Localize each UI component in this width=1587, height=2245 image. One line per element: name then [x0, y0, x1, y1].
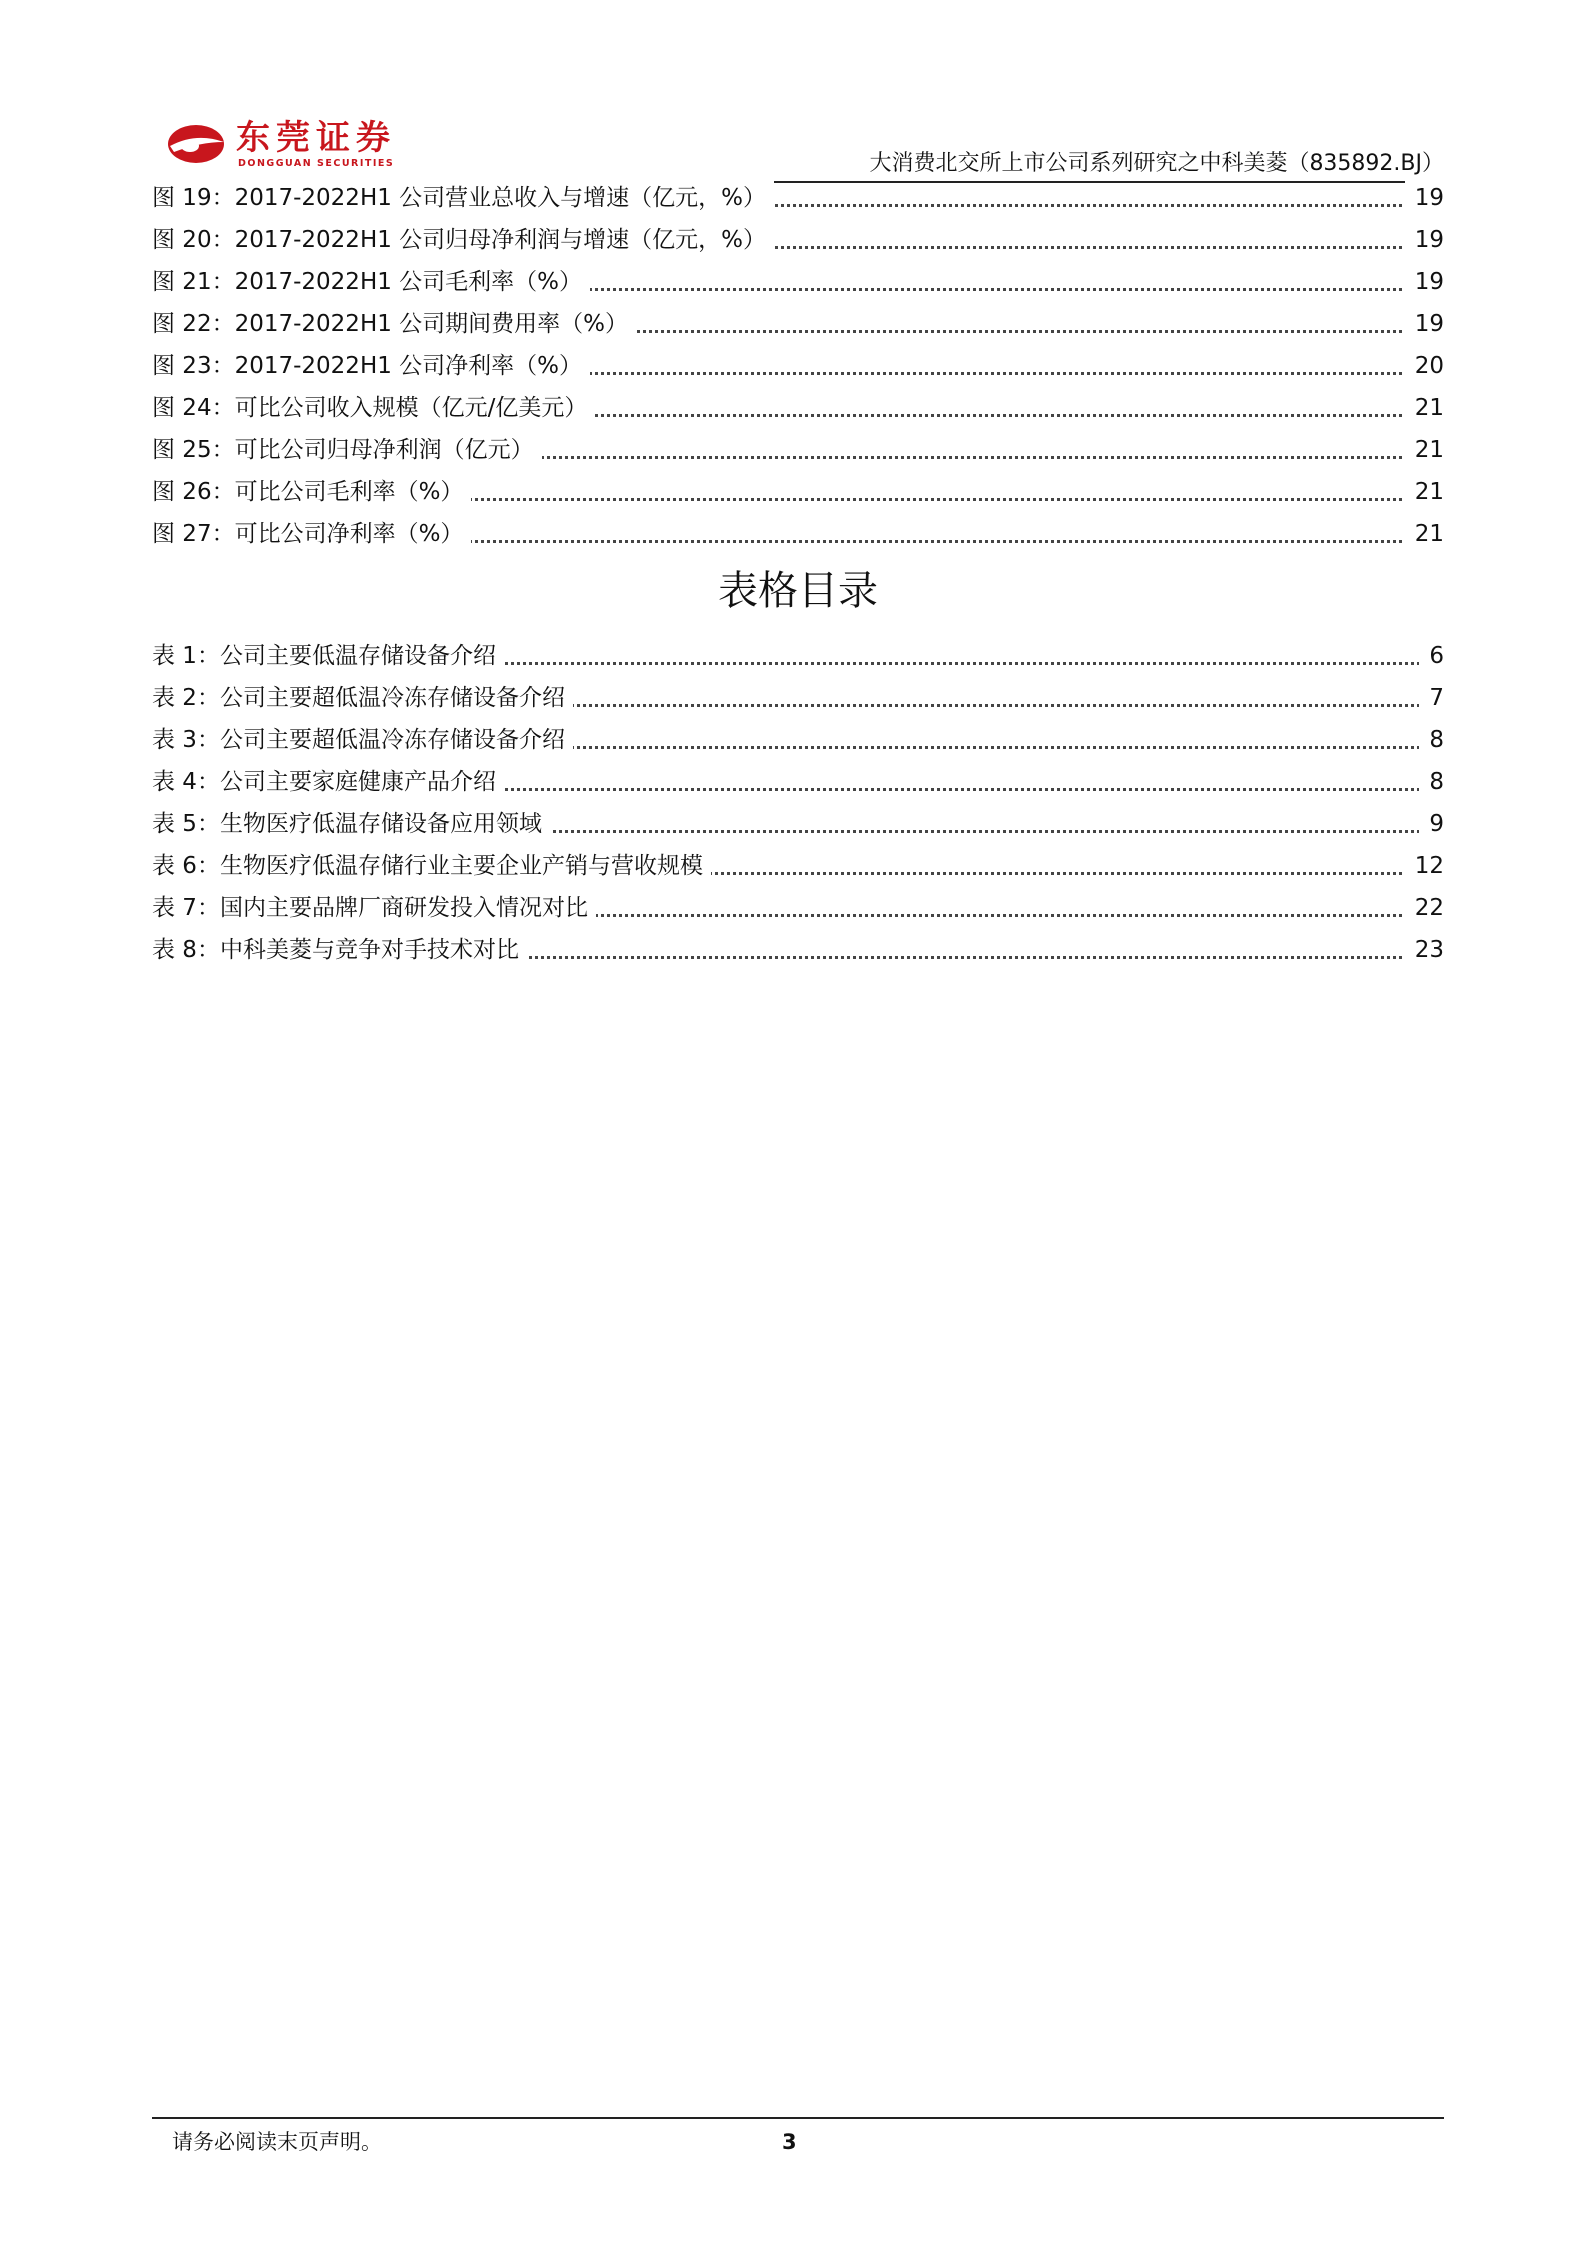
toc-entry-label: 图 21：2017-2022H1 公司毛利率（%）	[152, 261, 590, 303]
page-header	[152, 108, 1444, 182]
page-number: 3	[782, 2130, 797, 2154]
toc-entry-label: 图 20：2017-2022H1 公司归母净利润与增速（亿元，%）	[152, 219, 774, 261]
logo-emblem-icon	[166, 122, 228, 166]
report-title: 大消费北交所上市公司系列研究之中科美菱（835892.BJ）	[869, 151, 1444, 176]
toc-entry[interactable]	[152, 887, 1444, 929]
toc-entry-label: 表 4：公司主要家庭健康产品介绍	[152, 761, 504, 803]
toc-entry[interactable]	[152, 471, 1444, 513]
toc-entry[interactable]	[152, 677, 1444, 719]
toc-entry[interactable]	[152, 219, 1444, 261]
toc-entry-label: 表 1：公司主要低温存储设备介绍	[152, 635, 504, 677]
toc-entry[interactable]	[152, 345, 1444, 387]
toc-entry-label: 表 6：生物医疗低温存储行业主要企业产销与营收规模	[152, 845, 711, 887]
toc-entry[interactable]	[152, 429, 1444, 471]
toc-entry-page: 23	[1405, 929, 1444, 971]
toc-entry-page: 19	[1405, 219, 1444, 261]
toc-entry-page: 19	[1405, 261, 1444, 303]
toc-entry-page: 8	[1419, 719, 1444, 761]
toc-entry[interactable]	[152, 929, 1444, 971]
toc-entry-label: 表 8：中科美菱与竞争对手技术对比	[152, 929, 527, 971]
toc-entry-page: 22	[1405, 887, 1444, 929]
toc-entry-page: 21	[1405, 429, 1444, 471]
toc-entry[interactable]	[152, 177, 1444, 219]
toc-entry-page: 8	[1419, 761, 1444, 803]
toc-entry-label: 图 27：可比公司净利率（%）	[152, 513, 471, 555]
toc-entry-label: 表 5：生物医疗低温存储设备应用领域	[152, 803, 550, 845]
company-logo	[166, 118, 456, 174]
toc-entry[interactable]	[152, 719, 1444, 761]
toc-entry-page: 21	[1405, 471, 1444, 513]
toc-entry-page: 21	[1405, 513, 1444, 555]
toc-entry-page: 9	[1419, 803, 1444, 845]
toc-entry-label: 表 3：公司主要超低温冷冻存储设备介绍	[152, 719, 573, 761]
toc-entry-label: 图 25：可比公司归母净利润（亿元）	[152, 429, 542, 471]
footer-divider	[152, 2117, 1444, 2119]
figures-toc	[152, 177, 1444, 555]
logo-english-text: DONGGUAN SECURITIES	[238, 158, 395, 169]
toc-entry[interactable]	[152, 387, 1444, 429]
toc-entry-label: 图 22：2017-2022H1 公司期间费用率（%）	[152, 303, 636, 345]
toc-entry-page: 7	[1419, 677, 1444, 719]
toc-entry-page: 21	[1405, 387, 1444, 429]
toc-entry[interactable]	[152, 803, 1444, 845]
logo-chinese-text: 东莞证券	[236, 118, 396, 158]
toc-entry-label: 图 24：可比公司收入规模（亿元/亿美元）	[152, 387, 595, 429]
toc-entry-page: 12	[1405, 845, 1444, 887]
toc-entry[interactable]	[152, 513, 1444, 555]
toc-entry[interactable]	[152, 303, 1444, 345]
toc-entry-page: 6	[1419, 635, 1444, 677]
footer-disclaimer: 请务必阅读末页声明。	[172, 2130, 382, 2154]
toc-entry-label: 表 7：国内主要品牌厂商研发投入情况对比	[152, 887, 596, 929]
toc-entry-page: 19	[1405, 177, 1444, 219]
toc-entry-page: 20	[1405, 345, 1444, 387]
toc-entry[interactable]	[152, 761, 1444, 803]
toc-entry-label: 图 26：可比公司毛利率（%）	[152, 471, 471, 513]
toc-entry[interactable]	[152, 261, 1444, 303]
toc-entry-label: 表 2：公司主要超低温冷冻存储设备介绍	[152, 677, 573, 719]
tables-section-title: 表格目录	[718, 568, 878, 614]
toc-entry-page: 19	[1405, 303, 1444, 345]
toc-entry-label: 图 23：2017-2022H1 公司净利率（%）	[152, 345, 590, 387]
toc-entry[interactable]	[152, 635, 1444, 677]
toc-entry[interactable]	[152, 845, 1444, 887]
tables-toc	[152, 635, 1444, 971]
toc-entry-label: 图 19：2017-2022H1 公司营业总收入与增速（亿元，%）	[152, 177, 774, 219]
